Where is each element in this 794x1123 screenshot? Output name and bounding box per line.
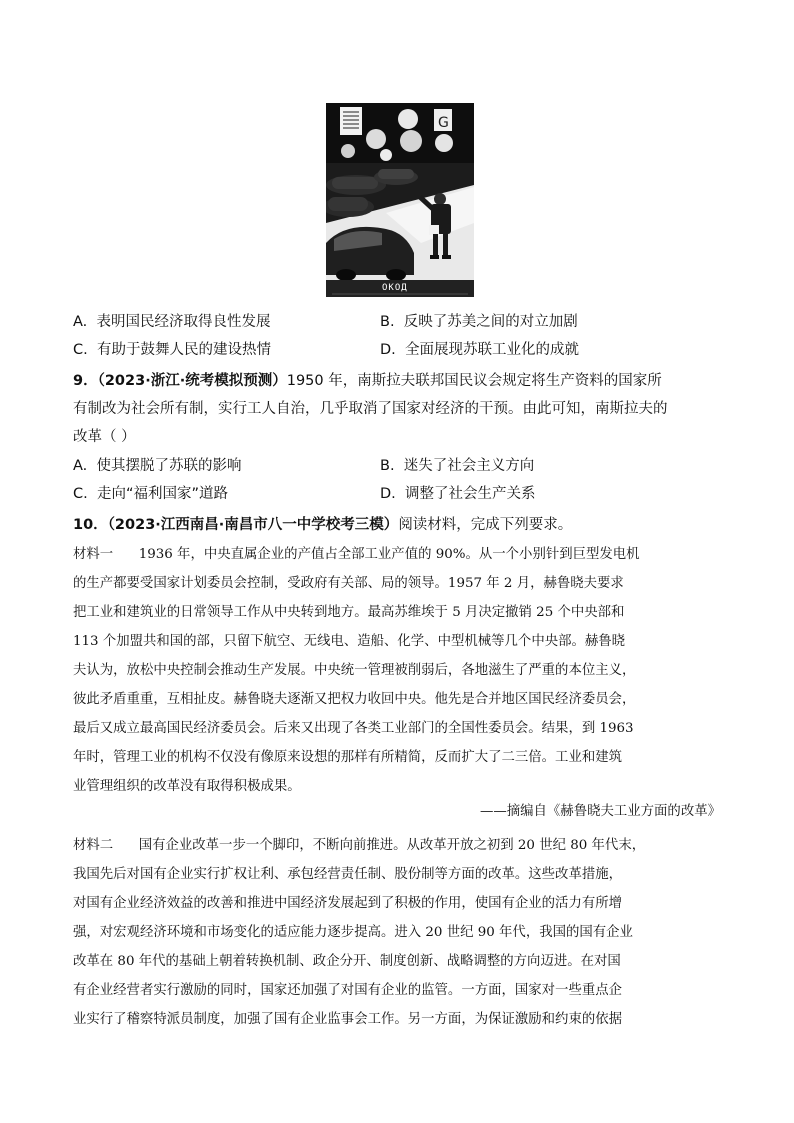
- material-2-line: 有企业经营者实行激励的同时，国家还加强了对国有企业的监管。一方面，国家对一些重点企: [73, 983, 623, 998]
- material-2-label: 材料二: [73, 838, 114, 853]
- q9-line-3: 改革（ ）: [73, 429, 136, 445]
- material-2-line: 对国有企业经济效益的改善和推进中国经济发展起到了积极的作用，使国有企业的活力有所增: [73, 896, 623, 911]
- material-2-line: 强，对宏观经济环境和市场变化的适应能力逐步提高。进入 20 世纪 90 年代，我国的国有企业: [73, 925, 633, 940]
- material-1-line: 年时，管理工业的机构不仅没有像原来设想的那样有所精简，反而扩大了二三倍。工业和建筑: [73, 750, 623, 765]
- material-2: [73, 831, 721, 1034]
- q8-option-c[interactable]: C. 有助于鼓舞人民的建设热情: [73, 342, 271, 358]
- q10-source: （2023·江西南昌·南昌市八一中学校考三模）: [107, 517, 399, 533]
- material-1-line: 业管理组织的改革没有取得积极成果。: [73, 779, 301, 794]
- q9-line-2: 有制改为社会所有制，实行工人自治，几乎取消了国家对经济的干预。由此可知，南斯拉夫的: [73, 401, 668, 417]
- material-1-line: 夫认为，放松中央控制会推动生产发展。中央统一管理被削弱后，各地滋生了严重的本位主义，: [73, 663, 636, 678]
- q8-option-b[interactable]: B. 反映了苏美之间的对立加剧: [380, 314, 578, 330]
- material-1-line: 113 个加盟共和国的部，只留下航空、无线电、造船、化学、中型机械等几个中央部。赫鲁晓: [73, 634, 626, 649]
- q9-line-1: 1950 年，南斯拉夫联邦国民议会规定将生产资料的国家所: [286, 373, 662, 389]
- q9-number: 9．: [73, 373, 98, 389]
- material-1-line: 彼此矛盾重重，互相扯皮。赫鲁晓夫逐渐又把权力收回中央。他先是合并地区国民经济委员会，: [73, 692, 636, 707]
- material-1-label: 材料一: [73, 547, 114, 562]
- q10-number: 10．: [73, 517, 108, 533]
- material-1-line: 把工业和建筑业的日常领导工作从中央转到地方。最高苏维埃于 5 月决定撤销 25 个中央部和: [73, 605, 625, 620]
- material-2-line: 业实行了稽察特派员制度，加强了国有企业监事会工作。另一方面，为保证激励和约束的依据: [73, 1012, 623, 1027]
- q8-option-a[interactable]: A. 表明国民经济取得良性发展: [73, 314, 271, 330]
- material-1: [73, 540, 721, 801]
- material-1-line: 最后又成立最高国民经济委员会。后来又出现了各类工业部门的全国性委员会。结果，到 1963: [73, 721, 634, 736]
- material-1-source: ——摘编自《赫鲁晓夫工业方面的改革》: [479, 804, 721, 819]
- material-2-line: 我国先后对国有企业实行扩权让利、承包经营责任制、股份制等方面的改革。这些改革措施，: [73, 867, 623, 882]
- svg-text:G: G: [438, 115, 449, 131]
- q9-source: （2023·浙江·统考模拟预测）: [97, 373, 287, 389]
- soviet-poster-image: [326, 103, 474, 297]
- q9-option-d[interactable]: D. 调整了社会生产关系: [380, 486, 536, 502]
- q9-option-b[interactable]: B. 迷失了社会主义方向: [380, 458, 535, 474]
- q10-prompt: 阅读材料，完成下列要求。: [398, 517, 573, 533]
- material-2-line: 改革在 80 年代的基础上朝着转换机制、政企分开、制度创新、战略调整的方向迈进。在对国: [73, 954, 621, 969]
- material-1-line: 的生产都要受国家计划委员会控制，受政府有关部、局的领导。1957 年 2 月，赫鲁晓夫要求: [73, 576, 624, 591]
- q9-option-a[interactable]: A. 使其摆脱了苏联的影响: [73, 458, 242, 474]
- question-9: [73, 367, 721, 451]
- material-1-line: 1936 年，中央直属企业的产值占全部工业产值的 90%。从一个小别针到巨型发电机: [138, 547, 640, 562]
- question-10: [73, 511, 721, 539]
- poster-caption: ОКОД: [382, 283, 408, 293]
- q9-option-c[interactable]: C. 走向“福利国家”道路: [73, 486, 228, 502]
- q8-option-d[interactable]: D. 全面展现苏联工业化的成就: [380, 342, 579, 358]
- material-2-line: 国有企业改革一步一个脚印，不断向前推进。从改革开放之初到 20 世纪 80 年代末，: [138, 838, 646, 853]
